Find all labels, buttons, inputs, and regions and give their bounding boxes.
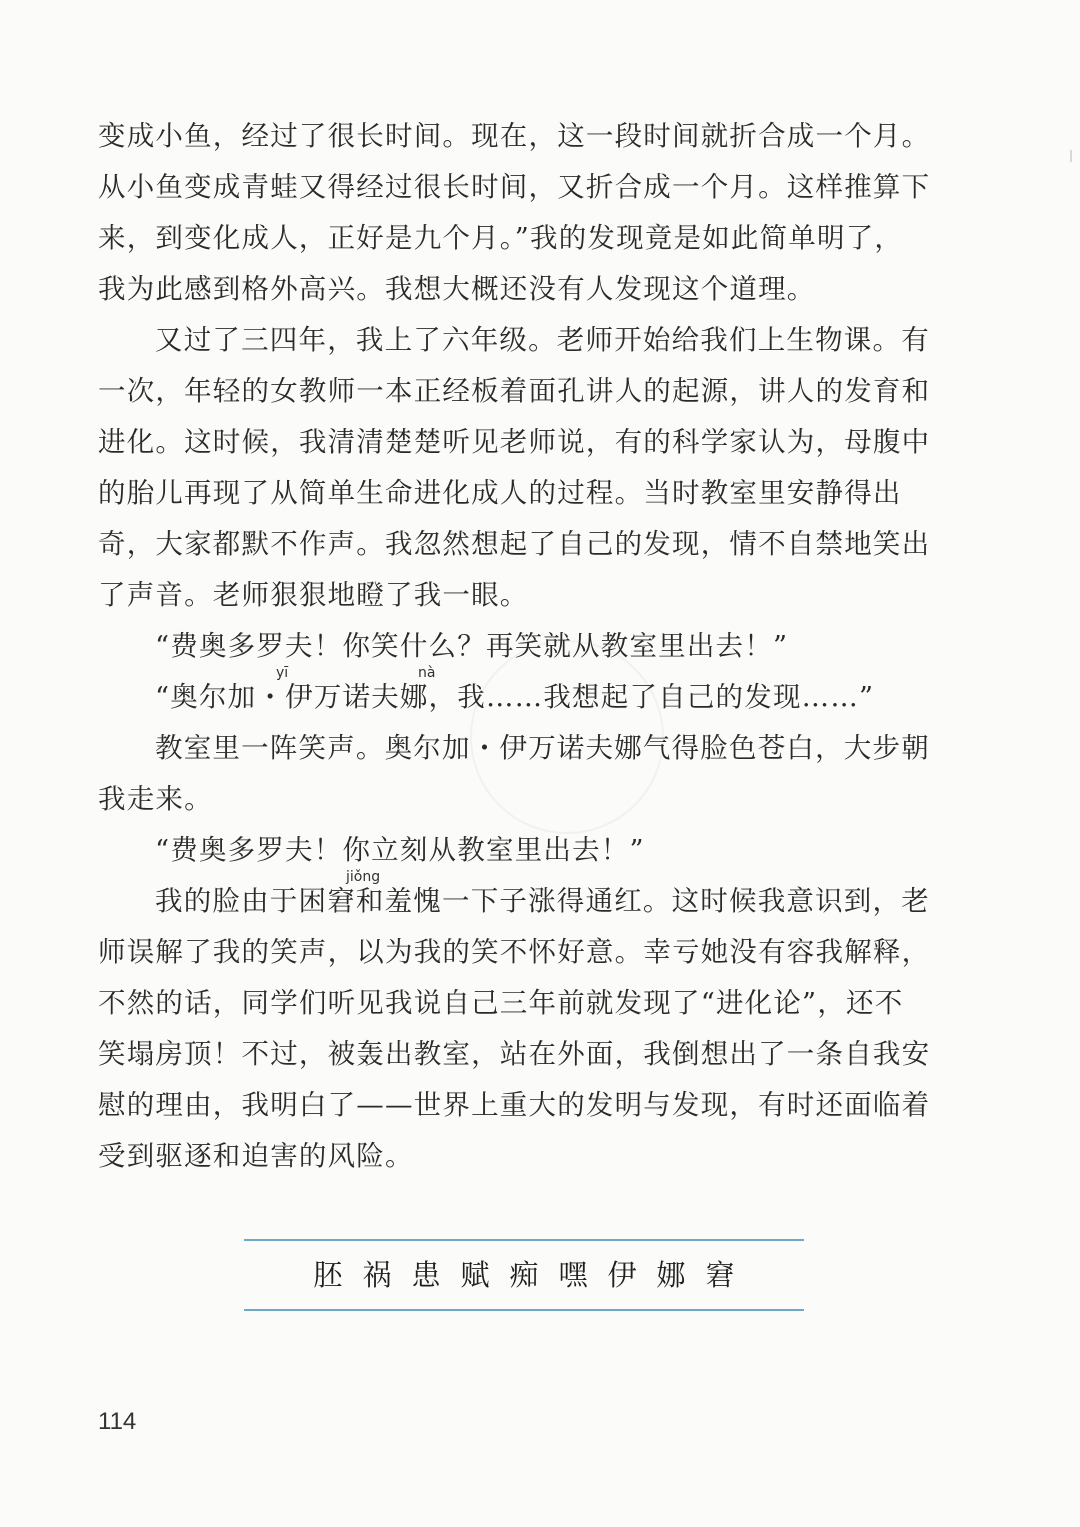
text-line: 师误解了我的笑声，以为我的笑不怀好意。幸亏她没有容我解释， (98, 936, 931, 968)
pinyin-annotation: jiǒng (346, 869, 381, 885)
text-line: 慰的理由，我明白了——世界上重大的发明与发现，有时还面临着 (98, 1089, 931, 1121)
text-line: 奇，大家都默不作声。我忽然想起了自己的发现，情不自禁地笑出 (98, 528, 931, 560)
vocabulary-char: 伊 (607, 1258, 637, 1292)
vocabulary-char: 赋 (460, 1258, 490, 1292)
pinyin-annotation: yī (276, 665, 289, 681)
vocabulary-char: 祸 (362, 1258, 392, 1292)
vocabulary-char: 胚 (313, 1258, 343, 1292)
vocabulary-char: 痴 (509, 1258, 539, 1292)
text-line: 不然的话，同学们听见我说自己三年前就发现了“进化论”，还不 (98, 987, 904, 1019)
vocabulary-box (244, 1239, 804, 1311)
text-line: 一次，年轻的女教师一本正经板着面孔讲人的起源，讲人的发育和 (98, 375, 931, 407)
vocabulary-bottom-rule (244, 1309, 804, 1311)
vocabulary-characters (244, 1253, 804, 1297)
text-line: 进化。这时候，我清清楚楚听见老师说，有的科学家认为，母腹中 (98, 426, 931, 458)
text-line: 教室里一阵笑声。奥尔加・伊万诺夫娜气得脸色苍白，大步朝 (155, 732, 930, 764)
vocabulary-char: 嘿 (558, 1258, 588, 1292)
text-line: 变成小鱼，经过了很长时间。现在，这一段时间就折合成一个月。 (98, 120, 931, 152)
dialogue-line: “费奥多罗夫！你笑什么？再笑就从教室里出去！” (155, 630, 789, 662)
text-line: 来，到变化成人，正好是九个月。”我的发现竟是如此简单明了， (98, 222, 904, 254)
vocabulary-top-rule (244, 1239, 804, 1241)
vocabulary-char: 窘 (705, 1258, 735, 1292)
text-line: 的胎儿再现了从简单生命进化成人的过程。当时教室里安静得出 (98, 477, 902, 509)
page-number: 114 (98, 1408, 137, 1435)
text-line: 受到驱逐和迫害的风险。 (98, 1140, 414, 1172)
dialogue-text: “奥尔加・伊万诺夫娜，我……我想起了自己的发现……” (155, 681, 875, 713)
page-edge-mark (1070, 150, 1072, 162)
text-line: 又过了三四年，我上了六年级。老师开始给我们上生物课。有 (155, 324, 930, 356)
text-line: 了声音。老师狠狠地瞪了我一眼。 (98, 579, 529, 611)
text-line-with-pinyin (98, 869, 948, 927)
text-line: 我为此感到格外高兴。我想大概还没有人发现这个道理。 (98, 273, 816, 305)
paragraph-text: 我的脸由于困窘和羞愧一下子涨得通红。这时候我意识到，老 (155, 885, 930, 917)
body-text (98, 111, 948, 1182)
text-line: 笑塌房顶！不过，被轰出教室，站在外面，我倒想出了一条自我安 (98, 1038, 931, 1070)
pinyin-annotation: nà (418, 665, 436, 681)
dialogue-line-with-pinyin (98, 665, 948, 723)
vocabulary-char: 患 (411, 1258, 441, 1292)
text-line: 从小鱼变成青蛙又得经过很长时间，又折合成一个月。这样推算下 (98, 171, 931, 203)
text-line: 我走来。 (98, 783, 213, 815)
vocabulary-char: 娜 (656, 1258, 686, 1292)
dialogue-line: “费奥多罗夫！你立刻从教室里出去！” (155, 834, 645, 866)
